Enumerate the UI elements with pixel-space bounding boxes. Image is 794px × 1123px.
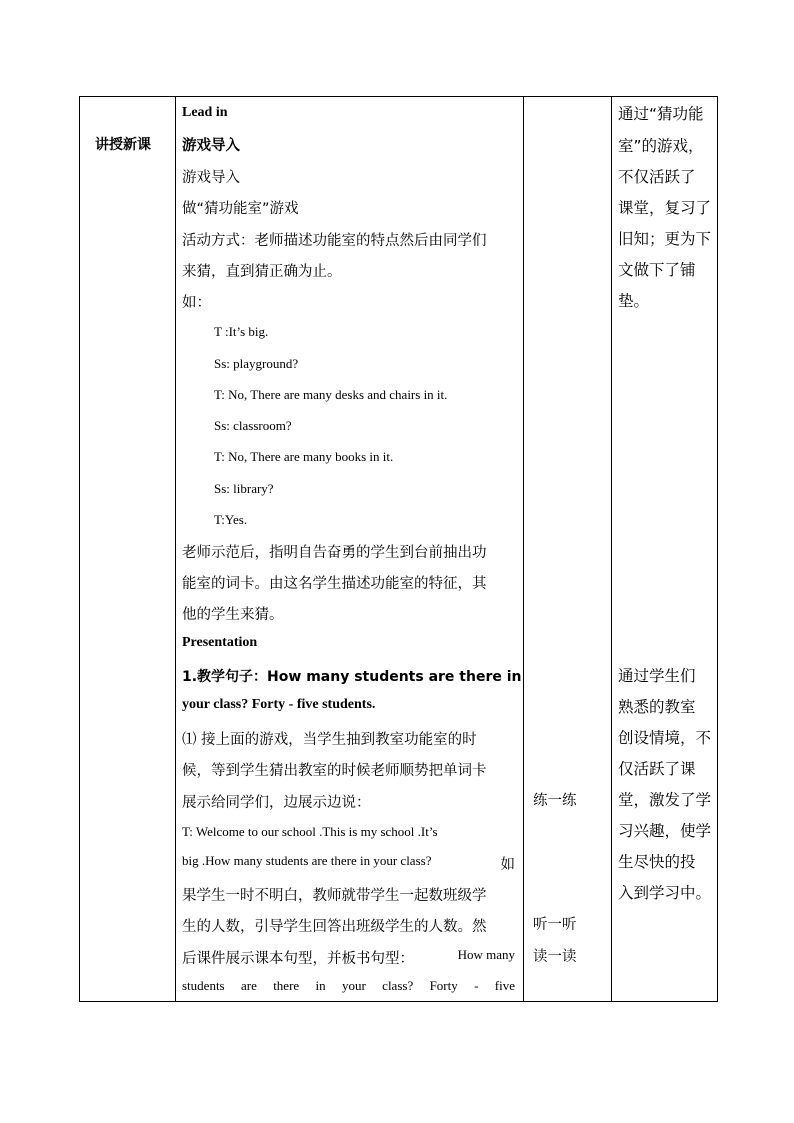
lesson-plan-table bbox=[79, 96, 718, 1002]
dialogue-line: Ss: library? bbox=[214, 481, 274, 496]
word: are bbox=[240, 978, 257, 993]
dialogue-line: Ss: classroom? bbox=[214, 418, 292, 433]
lead-in-line: 游戏导入 bbox=[182, 170, 240, 186]
mixed-line bbox=[182, 947, 515, 968]
word: class? bbox=[382, 978, 414, 993]
lead-in-heading: Lead in bbox=[182, 105, 228, 120]
lead-in-line: 来猜，直到猜正确为止。 bbox=[182, 264, 342, 280]
word: five bbox=[494, 978, 515, 993]
lead-in-line: 做“猜功能室”游戏 bbox=[182, 201, 299, 217]
lead-in-after-line: 他的学生来猜。 bbox=[182, 607, 284, 623]
activity-practice: 练一练 bbox=[533, 793, 577, 809]
lead-in-line: 如： bbox=[182, 295, 211, 311]
justified-english-line bbox=[182, 978, 515, 994]
lead-in-after-line: 能室的词卡。由这名学生描述功能室的特征，其 bbox=[182, 576, 487, 592]
step-line: 展示给同学们，边展示边说： bbox=[182, 795, 371, 811]
word: students bbox=[182, 978, 225, 993]
word: - bbox=[474, 978, 479, 993]
note-line: 通过学生们 bbox=[618, 667, 696, 685]
note-line: 不仅活跃了 bbox=[618, 168, 696, 186]
content-column bbox=[176, 97, 524, 1002]
note-line: 室”的游戏， bbox=[618, 137, 704, 155]
note-line: 文做下了铺 bbox=[618, 261, 696, 279]
english-fragment: How many bbox=[457, 947, 515, 962]
step-line: 候，等到学生猜出教室的时候老师顺势把单词卡 bbox=[182, 763, 487, 779]
lead-in-after-line: 老师示范后，指明自告奋勇的学生到台前抽出功 bbox=[182, 545, 487, 561]
english-fragment: big .How many students are there in your class? bbox=[182, 853, 432, 868]
lead-in-subheading: 游戏导入 bbox=[182, 138, 240, 154]
note-line: 入到学习中。 bbox=[618, 884, 712, 902]
activity-listen: 听一听 bbox=[533, 917, 577, 933]
note-line: 堂，激发了学 bbox=[618, 791, 712, 809]
step-line: ⑴ 接上面的游戏，当学生抽到教室功能室的时 bbox=[182, 732, 477, 748]
step-line: 生的人数，引导学生回答出班级学生的人数。然 bbox=[182, 919, 487, 935]
note-line: 熟悉的教室 bbox=[618, 698, 696, 716]
lead-in-line: 活动方式：老师描述功能室的特点然后由同学们 bbox=[182, 233, 487, 249]
presentation-item-title: your class? Forty - five students. bbox=[182, 697, 376, 712]
note-line: 创设情境，不 bbox=[618, 729, 712, 747]
english-line: T: Welcome to our school .This is my school .It’s bbox=[182, 824, 438, 839]
section-label: 讲授新课 bbox=[95, 137, 151, 153]
note-line: 垫。 bbox=[618, 292, 650, 310]
word: Forty bbox=[429, 978, 458, 993]
note-line: 习兴趣，使学 bbox=[618, 822, 712, 840]
dialogue-line: T: No, There are many desks and chairs in it. bbox=[214, 387, 448, 402]
dialogue-line: T :It’s big. bbox=[214, 324, 269, 339]
activity-read: 读一读 bbox=[533, 949, 577, 965]
step-line: 果学生一时不明白，教师就带学生一起数班级学 bbox=[182, 888, 487, 904]
presentation-heading: Presentation bbox=[182, 635, 258, 650]
presentation-item-title: 1.教学句子：How many students are there in bbox=[182, 669, 522, 685]
section-column bbox=[80, 97, 176, 1002]
note-line: 旧知；更为下 bbox=[618, 230, 712, 248]
word: there bbox=[273, 978, 300, 993]
word: your bbox=[341, 978, 366, 993]
note-line: 生尽快的投 bbox=[618, 853, 696, 871]
dialogue-line: T: No, There are many books in it. bbox=[214, 449, 394, 464]
note-line: 课堂，复习了 bbox=[618, 199, 712, 217]
note-line: 通过“猜功能 bbox=[618, 105, 704, 123]
word: in bbox=[315, 978, 326, 993]
dialogue-line: T:Yes. bbox=[214, 512, 248, 527]
note-line: 仅活跃了课 bbox=[618, 760, 696, 778]
chinese-fragment: 后课件展示课本句型，并板书句型： bbox=[182, 951, 414, 967]
activity-column bbox=[524, 97, 612, 1002]
notes-column bbox=[612, 97, 718, 1002]
mixed-line bbox=[182, 853, 515, 874]
dialogue-line: Ss: playground? bbox=[214, 356, 299, 371]
chinese-fragment: 如 bbox=[500, 857, 515, 873]
